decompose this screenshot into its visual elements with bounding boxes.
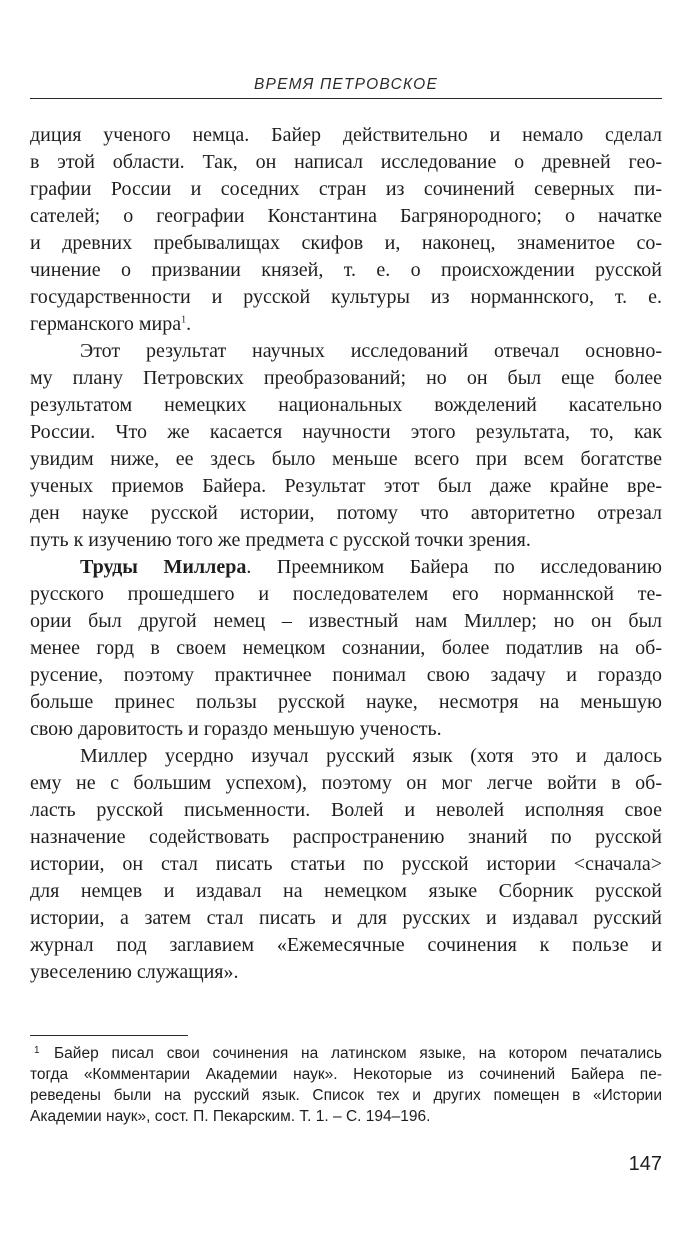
p2-line-4: России. Что же касается научности этого результата, то, как [30,421,662,443]
p2-line-7: ден науке русской истории, потому что авторитетно отрезал [30,502,662,524]
footnote-mark: 1 [34,1045,40,1056]
footnote-reference[interactable]: 1 [181,314,187,326]
p4-line-7: истории, а затем стал писать и для русских и издавал русский [30,907,662,929]
p3-line-3: ории был другой немец – известный нам Миллер; но он был [30,610,662,632]
p3-line-1 [30,554,662,581]
footnote-rule [30,1035,188,1036]
p4-line-5: истории, он стал писать статьи по русской истории <сначала> [30,853,662,875]
section-heading: Труды Миллера [80,556,247,578]
p1-line-7: государственности и русской культуры из норманнского, т. е. [30,286,662,308]
footnote-line-3: реведены были на русский язык. Список тех и других помещен в «Истории [30,1087,662,1104]
footnote-line-1 [30,1043,662,1064]
page-number: 147 [628,1153,662,1175]
p2-line-2: му плану Петровских преобразований; но он был еще более [30,367,662,389]
footnote-line-2: тогда «Комментарии Академии наук». Некоторые из сочинений Байера пе- [30,1066,662,1083]
p4-line-6: для немцев и издавал на немецком языке Сборник русской [30,880,662,902]
p1-line-8: германского мира$^1$. [30,313,192,335]
p4-line-8: журнал под заглавием «Ежемесячные сочинения к пользе и [30,934,662,956]
p4-line-9: увеселению служащия». [30,961,239,983]
p3-line-1-rest: . Преемником Байера по исследованию [246,556,662,578]
running-header: ВРЕМЯ ПЕТРОВСКОЕ [254,76,438,93]
p1-line-1: диция ученого немца. Байер действительно и немало сделал [30,124,662,146]
p1-line-2: в этой области. Так, он написал исследование о древней гео- [30,151,662,173]
footnote-line-4: Академии наук», сост. П. Пекарским. Т. 1. – С. 194–196. [30,1108,431,1125]
p4-line-4: назначение содействовать распространению знаний по русской [30,826,662,848]
p1-line-4: сателей; о географии Константина Багрянородного; о начатке [30,205,662,227]
footnote [30,1043,662,1127]
p3-line-4: менее горд в своем немецком сознании, более податлив на об- [30,637,662,659]
header-rule [30,98,662,99]
p2-line-6: ученых приемов Байера. Результат этот был даже крайне вре- [30,475,662,497]
p1-line-6: чинение о призвании князей, т. е. о происхождении русской [30,259,662,281]
p1-line-8-text: германского мира [30,313,182,335]
p4-line-3: ласть русской письменности. Волей и неволей исполняя свое [30,799,662,821]
p2-line-1: Этот результат научных исследований отвечал основно- [80,340,662,362]
p2-line-8: путь к изучению того же предмета с русской точки зрения. [30,529,531,551]
p2-line-5: увидим ниже, ее здесь было меньше всего при всем богатстве [30,448,662,470]
p4-line-1: Миллер усердно изучал русский язык (хотя это и далось [80,745,662,767]
p3-line-5: русение, поэтому практичнее понимал свою задачу и гораздо [30,664,662,686]
p1-line-5: и древних пребывалищах скифов и, наконец, знаменитое со- [30,232,662,254]
p3-line-2: русского прошедшего и последователем его норманнской те- [30,583,662,605]
p1-line-3: графии России и соседних стран из сочинений северных пи- [30,178,662,200]
p3-line-7: свою даровитость и гораздо меньшую ученость. [30,718,442,740]
p4-line-2: ему не с большим успехом), поэтому он мог легче войти в об- [30,772,662,794]
p3-line-6: больше принес пользы русской науке, несмотря на меньшую [30,691,662,713]
footnote-line-1-text: Байер писал свои сочинения на латинском языке, на котором печатались [54,1045,662,1062]
page-body [30,122,662,986]
p2-line-3: результатом немецких национальных вожделений касательно [30,394,662,416]
